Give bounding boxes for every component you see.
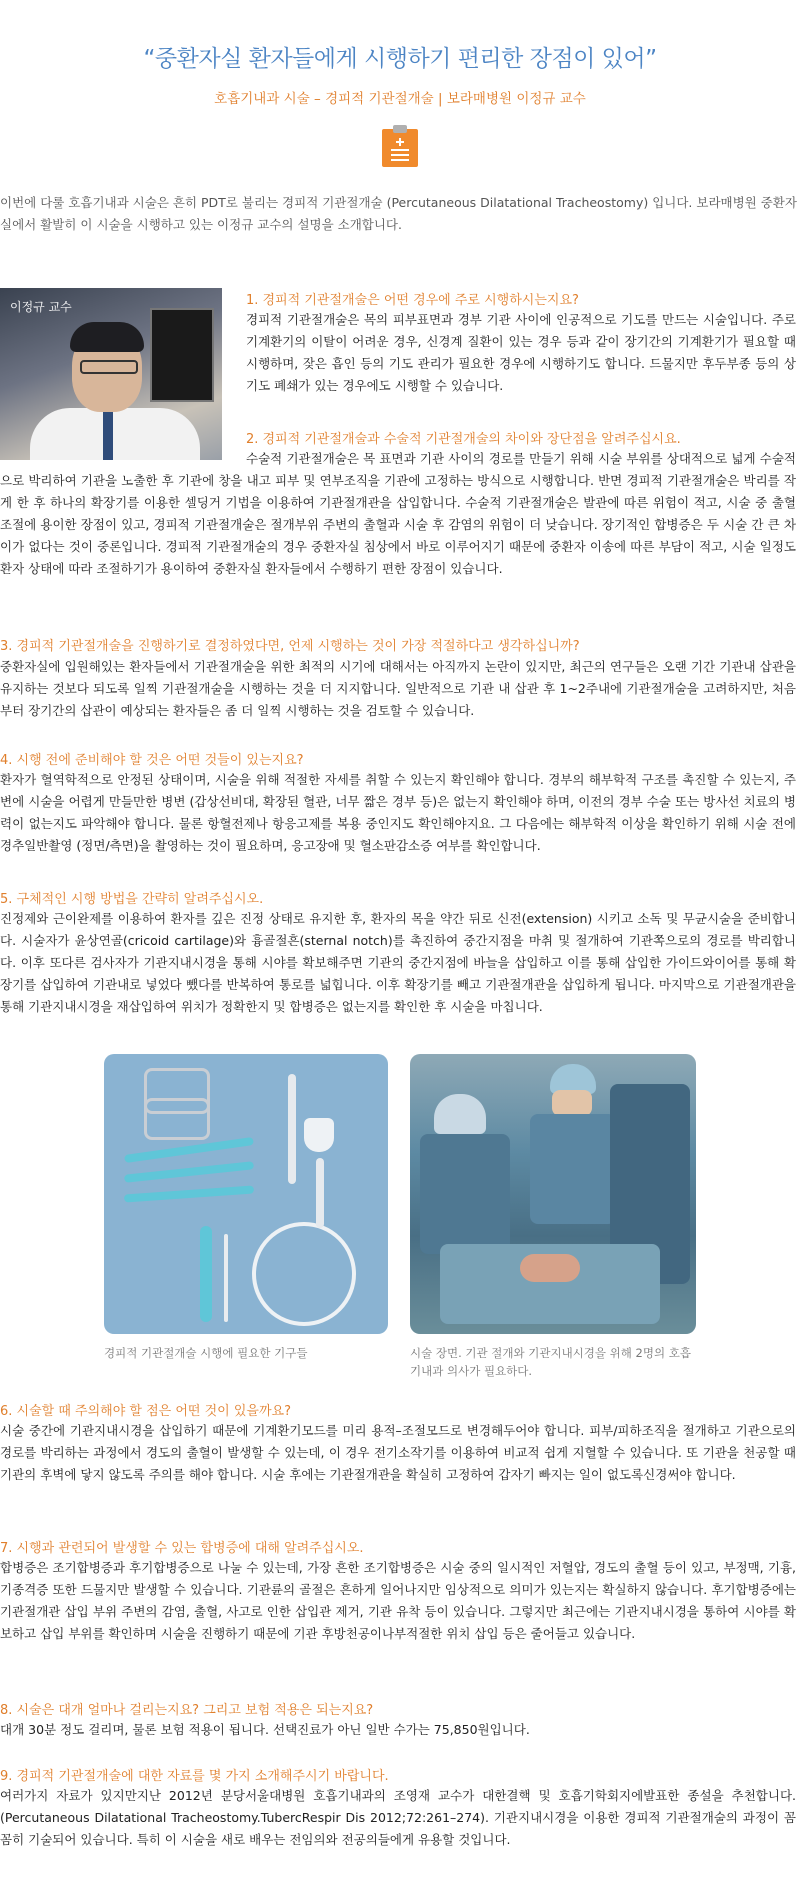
- clipboard-icon: [382, 125, 418, 167]
- guidewire-coil: [252, 1222, 356, 1326]
- question-2: 2. 경피적 기관절개술과 수술적 기관절개술의 차이와 장단점을 알려주십시요.: [246, 432, 681, 447]
- answer-5: 진정제와 근이완제를 이용하여 환자를 깊은 진정 상태로 유지한 후, 환자의 목을 약간 뒤로 신전(extension) 시키고 소독 및 무균시술을 준비합니다. 시술자가 윤상연골(cricoid cartilage)와 흉골절흔(sternal notch)를 촉진하여 중간지점을 마취 및 절개하여 기관쪽으로의 경로를 박리합니다. 이후 또다른 검사자가 기관지내시경을 통해 시야를 확보해주면 기관의 중간지점에 바늘을 삽입하고 이를 통해 삽입한 가이드와이어를 통해 확장기를 삽입하여 기관내로 넣었다 뺐다를 반복하여 통로를 넓힙니다. 이후 확장기를 빼고 기관절개관을 삽입하게 됩니다. 마지막으로 기관절개관을 통해 기관지내시경을 재삽입하여 위치가 정확한지 및 합병증은 없는지를 확인한 후 시술을 마칩니다.: [0, 911, 796, 1014]
- answer-3: 중환자실에 입원해있는 환자들에서 기관절개술을 위한 최적의 시기에 대해서는 아직까지 논란이 있지만, 최근의 연구들은 오랜 기간 기관내 삽관을 유지하는 것보다 되도록 일찍 기관절개술을 시행하는 것을 더 지지합니다. 일반적으로 기관 내 삽관 후 1~2주내에 기관절개술을 고려하지만, 처음부터 장기간의 삽관이 예상되는 환자들은 좀 더 일찍 시행하는 것을 검토할 수 있습니다.: [0, 659, 796, 718]
- figure-caption-2: 시술 장면. 기관 절개와 기관지내시경을 위해 2명의 호흡기내과 의사가 필요하다.: [410, 1346, 691, 1378]
- instruments-photo: [104, 1054, 388, 1334]
- question-9: 9. 경피적 기관절개술에 대한 자료를 몇 가지 소개해주시기 바랍니다.: [0, 1769, 389, 1784]
- article-subtitle: 호흡기내과 시술 – 경피적 기관절개술 | 보라매병원 이정규 교수: [214, 91, 586, 107]
- tracheostomy-tube: [304, 1118, 334, 1152]
- question-7: 7. 시행과 관련되어 발생할 수 있는 합병증에 대해 알려주십시오.: [0, 1541, 364, 1556]
- xray-screens: [150, 308, 214, 402]
- answer-4: 환자가 혈역학적으로 안정된 상태이며, 시술을 위해 적절한 자세를 취할 수 있는지 확인해야 합니다. 경부의 해부학적 구조를 촉진할 수 있는지, 주변에 시술을 어렵게 만들만한 병변 (갑상선비대, 확장된 혈관, 너무 짧은 경부 등)은 없는지 확인해야 하며, 이전의 경부 수술 또는 방사선 치료의 병력이 없는지도 파악해야 합니다. 물론 항혈전제나 항응고제를 복용 중인지도 확인해야지요. 그 다음에는 해부학적 이상을 확인하기 위해 시술 전에 경추일반촬영 (정면/측면)을 촬영하는 것이 필요하며, 응고장애 및 혈소판감소증 여부를 확인합니다.: [0, 772, 796, 853]
- question-6: 6. 시술할 때 주의해야 할 점은 어떤 것이 있을까요?: [0, 1404, 291, 1419]
- procedure-photo: [410, 1054, 696, 1334]
- question-4: 4. 시행 전에 준비해야 할 것은 어떤 것들이 있는지요?: [0, 753, 304, 768]
- answer-1: 경피적 기관절개술은 목의 피부표면과 경부 기관 사이에 인공적으로 기도를 만드는 시술입니다. 주로 기계환기의 이탈이 어려운 경우, 신경계 질환이 있는 경우 등과 같이 장기간의 기계환기가 필요할 때 시행하며, 잦은 흡인 등의 기도 관리가 필요한 경우에 시행하기도 합니다. 드물지만 후두부종 등의 상기도 폐쇄가 있는 경우에도 시행할 수 있습니다.: [246, 312, 796, 393]
- answer-7: 합병증은 조기합병증과 후기합병증으로 나눌 수 있는데, 가장 흔한 조기합병증은 시술 중의 일시적인 저혈압, 경도의 출혈 등이 있고, 부정맥, 기흉, 기종격증 또한 드물지만 발생할 수 있습니다. 기관륜의 골절은 흔하게 일어나지만 임상적으로 의미가 있는지는 확실하지 않습니다. 후기합병증에는 기관절개관 삽입 부위 주변의 감염, 출혈, 사고로 인한 삽입관 제거, 기관 유착 등이 있습니다. 그렇지만 최근에는 기관지내시경을 통하여 시야를 확보하고 삽입 부위를 확인하며 시술을 진행하기 때문에 기관 후방천공이나부적절한 위치 삽입 등은 줄어들고 있습니다.: [0, 1560, 796, 1641]
- answer-6: 시술 중간에 기관지내시경을 삽입하기 때문에 기계환기모드를 미리 용적–조절모드로 변경해두어야 합니다. 피부/피하조직을 절개하고 기관으로의 경로를 박리하는 과정에서 경도의 출혈이 발생할 수 있는데, 이 경우 전기소작기를 이용하여 비교적 쉽게 지혈할 수 있습니다. 또 기관을 천공할 때 기관의 후벽에 닿지 않도록 주의를 해야 합니다. 시술 후에는 기관절개관을 확실히 고정하여 갑자기 빠지는 일이 없도록신경써야 합니다.: [0, 1423, 796, 1482]
- glasses: [80, 360, 138, 374]
- question-3: 3. 경피적 기관절개술을 진행하기로 결정하였다면, 언제 시행하는 것이 가장 적절하다고 생각하십니까?: [0, 639, 580, 654]
- surgeon-gown: [530, 1114, 616, 1224]
- answer-2: 수술적 기관절개술은 목 표면과 기관 사이의 경로를 만들기 위해 시술 부위를 상대적으로 넓게 수술적으로 박리하여 기관을 노출한 후 기관에 창을 내고 피부 및 연부조직을 기관에 고정하는 방식으로 시행합니다. 반면 경피적 기관절개술은 박리를 작게 한 후 하나의 확장기를 이용한 셀딩거 기법을 이용하여 기관절개관을 삽입합니다. 수술적 기관절개술은 발관에 따른 위험이 적고, 시술 중 출혈 조절에 용이한 장점이 있고, 경피적 기관절개술은 절개부위 주변의 출혈과 시술 후 감염의 위험이 더 낮습니다. 장기적인 합병증은 두 시술 간 큰 차이가 없다는 것이 중론입니다. 경피적 기관절개술의 경우 중환자실 침상에서 바로 이루어지기 때문에 중환자 이송에 따른 부담이 적고, 시술 일정도 환자 상태에 따라 조절하기가 용이하여 중환자실 환자들에서 수행하기 편한 장점이 있습니다.: [0, 451, 796, 576]
- intro-text: 이번에 다룰 호흡기내과 시술은 흔히 PDT로 불리는 경피적 기관절개술 (Percutaneous Dilatational Tracheostomy) 입니다. 보라매병원 중환자실에서 활발히 이 시술을 시행하고 있는 이정규 교수의 설명을 소개합니다.: [0, 195, 797, 232]
- answer-8: 대개 30분 정도 걸리며, 물론 보험 적용이 됩니다. 선택진료가 아닌 일반 수가는 75,850원입니다.: [0, 1722, 530, 1737]
- professor-photo: [0, 288, 222, 460]
- dilator: [124, 1137, 254, 1163]
- question-8: 8. 시술은 대개 얼마나 걸리는지요? 그리고 보험 적용은 되는지요?: [0, 1703, 374, 1718]
- answer-9: 여러가지 자료가 있지만지난 2012년 분당서울대병원 호흡기내과의 조영재 교수가 대한결핵 및 호흡기학회지에발표한 종설을 추천합니다. (Percutaneous Dilatational Tracheostomy.TubercRespir Dis 2012;72:261–274). 기관지내시경을 이용한 경피적 기관절개술의 과정이 꼼꼼히 기술되어 있습니다. 특히 이 시술을 새로 배우는 전임의와 전공의들에게 유용할 것입니다.: [0, 1788, 796, 1847]
- article-title: “중환자실 환자들에게 시행하기 편리한 장점이 있어”: [143, 46, 657, 72]
- photo-caption: 이정규 교수: [10, 300, 72, 314]
- question-5: 5. 구체적인 시행 방법을 간략히 알려주십시오.: [0, 892, 264, 907]
- figure-caption-1: 경피적 기관절개술 시행에 필요한 기구들: [104, 1346, 308, 1360]
- article-header: [0, 0, 800, 167]
- question-1: 1. 경피적 기관절개술은 어떤 경우에 주로 시행하시는지요?: [246, 293, 579, 308]
- syringe: [288, 1074, 296, 1184]
